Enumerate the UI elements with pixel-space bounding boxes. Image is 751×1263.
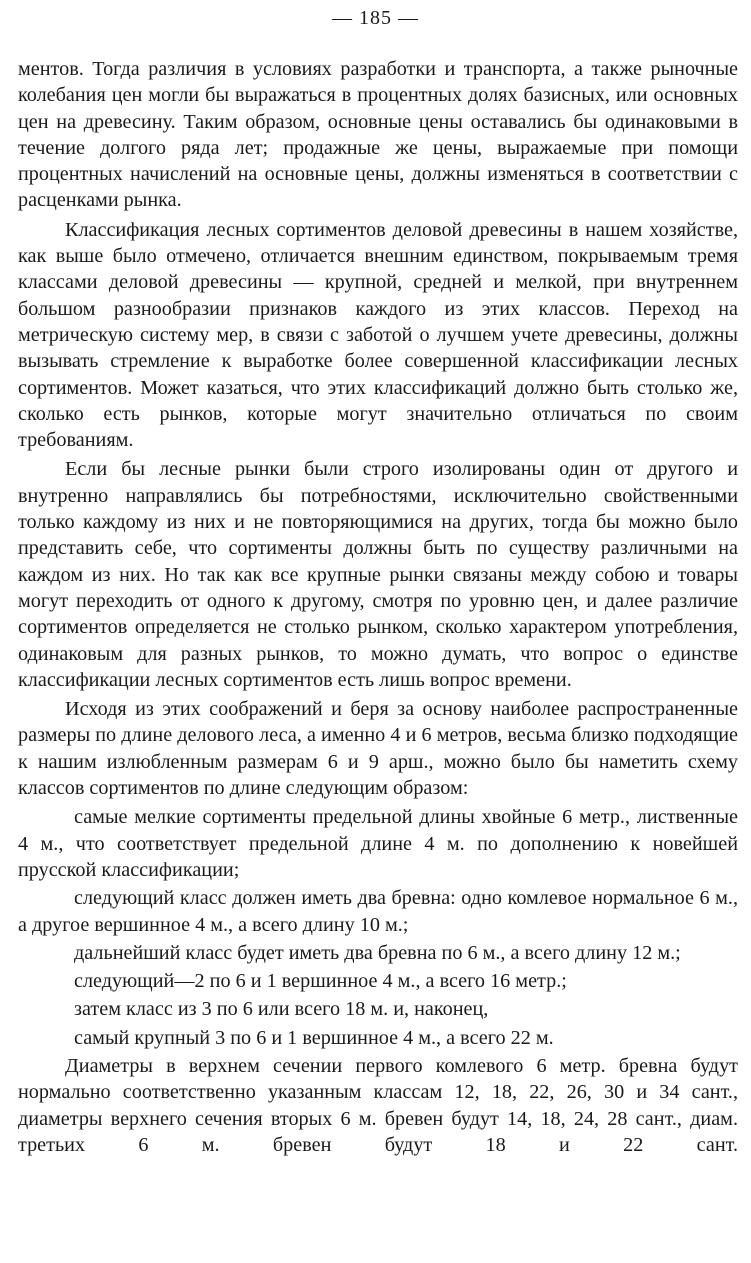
list-item: затем класс из 3 по 6 или всего 18 м. и, наконец, <box>74 998 489 1021</box>
list-item: следующий—2 по 6 и 1 вершинное 4 м., а всего 16 метр.; <box>74 970 567 993</box>
paragraph-continuation: ментов. Тогда различия в условиях разработки и транспорта, а также рыночные колебания цен могли бы выражаться в процентных долях базисных, или основных цен на древесину. Таким образом, основные цены оставались бы одинаковыми в течение долгого ряда лет; продажные же цены, выражаемые при помощи процентных начислений на основные цены, должны изменяться в соответствии с расценками рынка. <box>18 58 738 212</box>
paragraph-markets: Если бы лесные рынки были строго изолированы один от другого и внутренно направлялись бы потребностями, исключительно свойственными только каждому из них и не повторяющимися на других, тогда бы можно было представить себе, что сортименты должны быть по существу различными на каждом из них. Но так как все крупные рынки связаны между собою и товары могут переходить от одного к другому, смотря по уровню цен, и далее различие сортиментов определяется не столько рынком, сколько характером употребления, одинаковым для разных рынков, то можно думать, что вопрос о единстве классификации лесных сортиментов есть лишь вопрос времени. <box>18 458 738 691</box>
list-item: самые мелкие сортименты предельной длины хвойные 6 метр., лиственные 4 м., что соответствует предельной длине 4 м. по дополнению к новейшей прусской классификации; <box>18 806 738 881</box>
paragraph-scheme-intro: Исходя из этих соображений и беря за основу наиболее распространенные размеры по длине делового леса, а именно 4 и 6 метров, весьма близко подходящие к нашим излюбленным размерам 6 и 9 арш., можно было бы наметить схему классов сортиментов по длине следующим образом: <box>18 698 738 800</box>
list-item: дальнейший класс будет иметь два бревна по 6 м., а всего длину 12 м.; <box>74 941 681 964</box>
list-item: самый крупный 3 по 6 и 1 вершинное 4 м., а всего 22 м. <box>74 1026 554 1049</box>
page-text <box>18 56 738 1158</box>
paragraph-classification: Классификация лесных сортиментов деловой древесины в нашем хозяйстве, как выше было отмечено, отличается внешним единством, покрываемым тремя классами деловой древесины — крупной, средней и мелкой, при внутреннем большом разнообразии признаков каждого из этих классов. Переход на метрическую систему мер, в связи с заботой о лучшем учете древесины, должны вызывать стремление к выработке более совершенной классификации лесных сортиментов. Может казаться, что этих классификаций должно быть столько же, сколько есть рынков, которые могут значительно отличаться по своим требованиям. <box>18 218 738 452</box>
list-item: следующий класс должен иметь два бревна: одно комлевое нормальное 6 м., а другое вершинное 4 м., а всего длину 10 м.; <box>18 887 738 936</box>
page-number: — 185 — <box>332 7 419 29</box>
paragraph-diameters: Диаметры в верхнем сечении первого комлевого 6 метр. бревна будут нормально соответственно указанным классам 12, 18, 22, 26, 30 и 34 сант., диаметры верхнего сечения вторых 6 м. бревен будут 14, 18, 24, 28 сант., диам. третьих 6 м. бревен будут 18 и 22 сант. <box>18 1054 738 1156</box>
